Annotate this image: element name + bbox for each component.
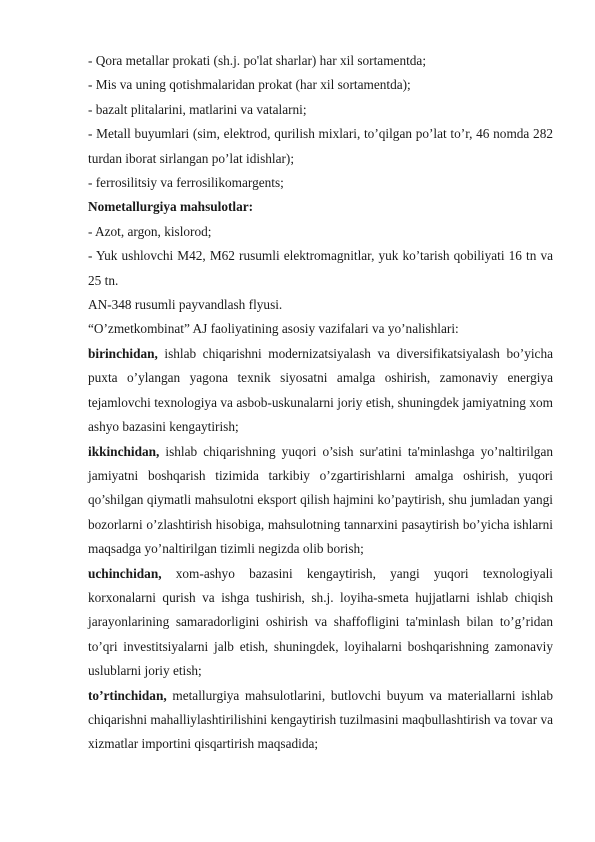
tasks-intro: “O’zmetkombinat” AJ faoliyatining asosiy vazifalari va yo’nalishlari:	[88, 321, 459, 337]
task-paragraph-third	[88, 562, 553, 684]
section-heading-non-metallurgy: Nometallurgiya mahsulotlar:	[88, 199, 254, 215]
task-lead-first: birinchidan,	[88, 345, 158, 361]
task-text-third: xom-ashyo bazasini kengaytirish, yangi yuqori texnologiyali korxonalarni qurish va ishga tushirish, sh.j. loyiha-smeta hujjatlarni ishlab chiqish jarayonlarining samaradorligini oshirish va shaffofligini ta'minlash bilan to’g’ridan to’qri investitsiyalarni jalb etish, shuningdek, loyihalarni boshqarishning zamonaviy uslublarni joriy etish;	[88, 565, 553, 679]
list-item-ferrous-metals: - Qora metallar prokati (sh.j. po'lat sharlar) har xil sortamentda;	[88, 53, 427, 68]
list-item-flux: AN-348 rusumli payvandlash flyusi.	[88, 297, 283, 313]
list-item-metal-products: - Metall buyumlari (sim, elektrod, qurilish mixlari, to’qilgan po’lat to’r, 46 nomda 282 turdan iborat sirlangan po’lat idishlar);	[88, 126, 553, 166]
document-page	[88, 49, 553, 757]
list-item-electromagnets: - Yuk ushlovchi M42, M62 rusumli elektromagnitlar, yuk ko’tarish qobiliyati 16 tn va 25 tn.	[88, 248, 553, 288]
task-lead-fourth: to’rtinchidan,	[88, 687, 167, 703]
task-paragraph-fourth	[88, 684, 553, 757]
task-text-first: ishlab chiqarishni modernizatsiyalash va diversifikatsiyalash bo’yicha puxta o’ylangan yagona texnik siyosatni amalga oshirish, zamonaviy energiya tejamlovchi texnologiya va asbob-uskunalarni joriy etish, shuningdek jamiyatning xom ashyo bazasini kengaytirish;	[88, 345, 553, 435]
list-item-basalt: - bazalt plitalarini, matlarini va vatalarni;	[88, 101, 307, 117]
task-lead-third: uchinchidan,	[88, 565, 162, 581]
list-item-copper-alloys: - Mis va uning qotishmalaridan prokat (har xil sortamentda);	[88, 77, 411, 93]
list-item-gases: - Azot, argon, kislorod;	[88, 223, 212, 239]
task-paragraph-second	[88, 440, 553, 562]
task-text-second: ishlab chiqarishning yuqori o’sish sur'atini ta'minlashga yo’naltirilgan jamiyatni boshqarish tizimida tarkibiy o’zgartirishlarni amalga oshirish, yuqori qo’shilgan qiymatli mahsulotni eksport qilish hajmini ko’paytirish, shu jumladan yangi bozorlarni o’zlashtirish hisobiga, mahsulotning tannarxini pasaytirish bo’yicha ishlarni maqsadga yo’naltirilgan tizimli negizda olib borish;	[88, 443, 553, 557]
task-lead-second: ikkinchidan,	[88, 443, 160, 459]
task-paragraph-first	[88, 342, 553, 440]
list-item-ferrosilicon: - ferrosilitsiy va ferrosilikomargents;	[88, 175, 284, 191]
task-text-fourth: metallurgiya mahsulotlarini, butlovchi buyum va materiallarni ishlab chiqarishni mahalliylashtirilishini kengaytirish tuzilmasini maqbullashtirish va tovar va xizmatlar importini qisqartirish maqsadida;	[88, 687, 553, 752]
